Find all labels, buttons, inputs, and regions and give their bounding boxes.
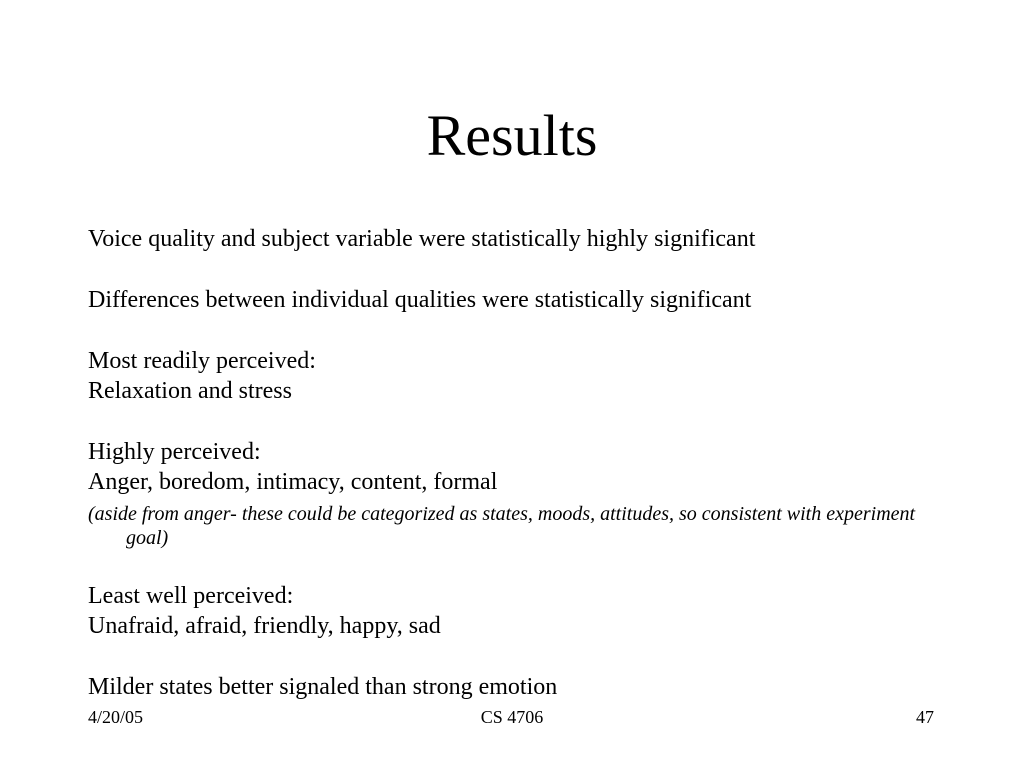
slide-body <box>88 224 948 702</box>
body-line-most-readily-heading: Most readily perceived: <box>88 348 316 374</box>
footer-course: CS 4706 <box>480 707 544 727</box>
body-line-differences: Differences between individual qualities were statistically significant <box>88 287 752 313</box>
body-line-voice-quality: Voice quality and subject variable were statistically highly significant <box>88 226 756 252</box>
body-line-milder-states: Milder states better signaled than strong emotion <box>88 674 558 700</box>
body-note-aside: (aside from anger- these could be categorized as states, moods, attitudes, so consistent with experiment goal) <box>88 503 916 549</box>
slide-title: Results <box>426 103 598 168</box>
body-line-least-items: Unafraid, afraid, friendly, happy, sad <box>88 613 441 639</box>
body-line-least-heading: Least well perceived: <box>88 583 294 609</box>
body-line-most-readily-items: Relaxation and stress <box>88 378 292 404</box>
footer-page-number: 47 <box>916 707 934 727</box>
footer-date: 4/20/05 <box>88 707 144 727</box>
body-line-highly-heading: Highly perceived: <box>88 439 261 465</box>
body-line-highly-items: Anger, boredom, intimacy, content, formal <box>88 469 498 495</box>
